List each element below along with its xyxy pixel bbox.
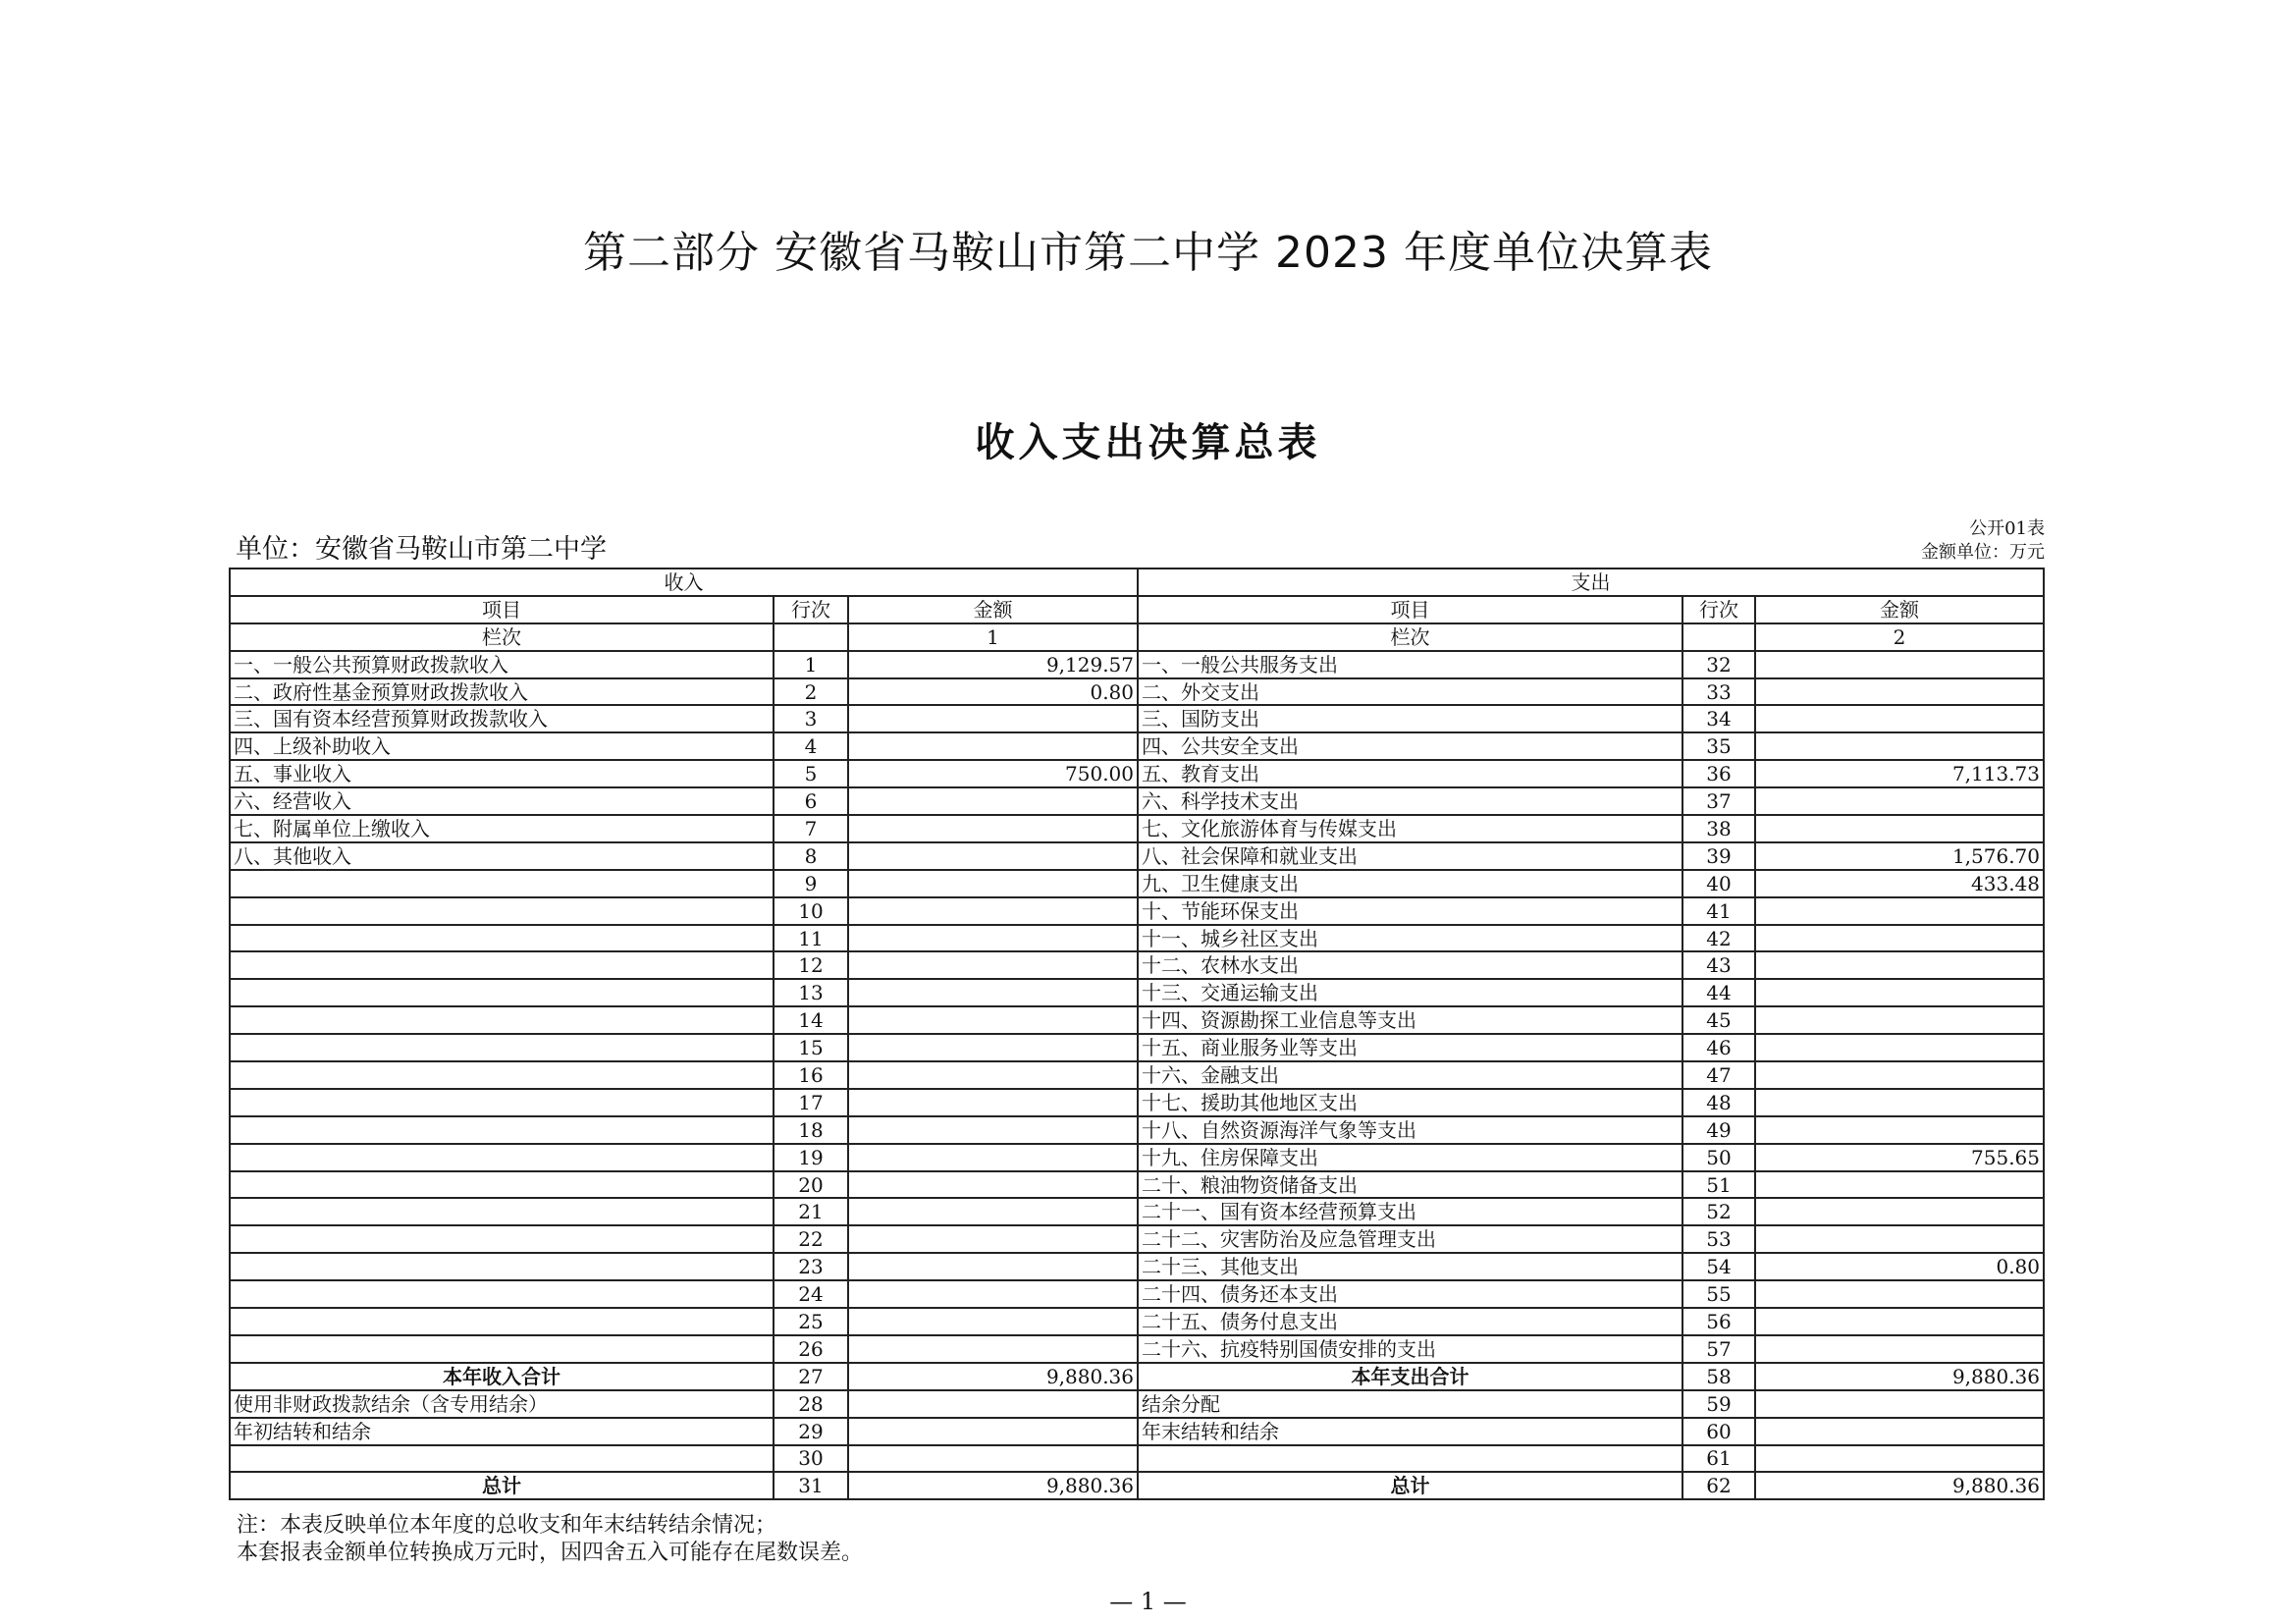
table-row: [230, 1390, 2044, 1418]
expense-amount-cell: 433.48: [1755, 870, 2044, 897]
income-amount-header: 金额: [848, 596, 1138, 623]
income-item-cell: 五、事业收入: [230, 760, 774, 787]
expense-item-cell: 结余分配: [1138, 1390, 1682, 1418]
income-amount-cell: [848, 787, 1138, 815]
table-row: [230, 1116, 2044, 1144]
column-header-row: [230, 596, 2044, 623]
expense-item-cell: 总计: [1138, 1472, 1682, 1499]
expense-item-cell: 七、文化旅游体育与传媒支出: [1138, 815, 1682, 842]
expense-item-cell: 二十三、其他支出: [1138, 1253, 1682, 1280]
expense-item-cell: 六、科学技术支出: [1138, 787, 1682, 815]
table-row: [230, 651, 2044, 678]
income-amount-cell: 9,129.57: [848, 651, 1138, 678]
income-amount-cell: [848, 1445, 1138, 1473]
expense-item-cell: 一、一般公共服务支出: [1138, 651, 1682, 678]
expense-item-cell: 三、国防支出: [1138, 705, 1682, 732]
income-item-cell: [230, 951, 774, 979]
income-line-cell: 9: [774, 870, 848, 897]
table-row: [230, 870, 2044, 897]
income-line-cell: 12: [774, 951, 848, 979]
table-row: [230, 1061, 2044, 1089]
expense-line-cell: 61: [1682, 1445, 1755, 1473]
income-line-cell: 23: [774, 1253, 848, 1280]
table-notes: [237, 1512, 863, 1567]
expense-amount-cell: [1755, 1034, 2044, 1061]
expense-line-cell: 48: [1682, 1089, 1755, 1116]
expense-item-cell: 十五、商业服务业等支出: [1138, 1034, 1682, 1061]
expense-item-cell: 本年支出合计: [1138, 1363, 1682, 1390]
income-item-header: 项目: [230, 596, 774, 623]
income-item-cell: [230, 1006, 774, 1034]
income-line-cell: 20: [774, 1171, 848, 1199]
income-line-cell: 18: [774, 1116, 848, 1144]
expense-item-cell: 十二、农林水支出: [1138, 951, 1682, 979]
income-amount-cell: 9,880.36: [848, 1472, 1138, 1499]
table-row: [230, 1225, 2044, 1253]
expense-line-cell: 42: [1682, 925, 1755, 952]
income-amount-cell: [848, 815, 1138, 842]
expense-index-label: 栏次: [1138, 623, 1682, 651]
income-line-cell: 30: [774, 1445, 848, 1473]
expense-line-cell: 52: [1682, 1198, 1755, 1225]
income-line-cell: 27: [774, 1363, 848, 1390]
income-item-cell: 年初结转和结余: [230, 1418, 774, 1445]
expense-amount-cell: [1755, 732, 2044, 760]
expense-amount-cell: 0.80: [1755, 1253, 2044, 1280]
table-row: [230, 705, 2044, 732]
income-line-cell: 10: [774, 897, 848, 925]
income-item-cell: [230, 1061, 774, 1089]
table-row: [230, 1171, 2044, 1199]
income-item-cell: [230, 1089, 774, 1116]
table-title: 收入支出决算总表: [975, 420, 1321, 465]
income-line-cell: 21: [774, 1198, 848, 1225]
table-row: [230, 1144, 2044, 1171]
income-amount-cell: [848, 951, 1138, 979]
expense-item-cell: 二十五、债务付息支出: [1138, 1308, 1682, 1335]
table-row: [230, 678, 2044, 706]
income-item-cell: 本年收入合计: [230, 1363, 774, 1390]
expense-amount-cell: 7,113.73: [1755, 760, 2044, 787]
expense-index-blank: [1682, 623, 1755, 651]
income-amount-cell: [848, 979, 1138, 1006]
expense-item-cell: 八、社会保障和就业支出: [1138, 842, 1682, 870]
income-amount-cell: [848, 1061, 1138, 1089]
income-amount-cell: [848, 1116, 1138, 1144]
income-amount-cell: [848, 1006, 1138, 1034]
expense-item-cell: [1138, 1445, 1682, 1473]
income-amount-cell: [848, 1253, 1138, 1280]
income-line-cell: 19: [774, 1144, 848, 1171]
expense-column-number: 2: [1755, 623, 2044, 651]
expense-item-cell: 十、节能环保支出: [1138, 897, 1682, 925]
expense-line-cell: 45: [1682, 1006, 1755, 1034]
income-item-cell: [230, 1253, 774, 1280]
expense-amount-cell: [1755, 1089, 2044, 1116]
expense-amount-cell: [1755, 1198, 2044, 1225]
expense-amount-cell: [1755, 1418, 2044, 1445]
expense-line-cell: 40: [1682, 870, 1755, 897]
expense-line-cell: 54: [1682, 1253, 1755, 1280]
income-line-cell: 5: [774, 760, 848, 787]
income-item-cell: 八、其他收入: [230, 842, 774, 870]
expense-item-cell: 年末结转和结余: [1138, 1418, 1682, 1445]
table-row: [230, 760, 2044, 787]
income-line-cell: 13: [774, 979, 848, 1006]
income-item-cell: [230, 1034, 774, 1061]
income-line-cell: 3: [774, 705, 848, 732]
expense-amount-cell: [1755, 651, 2044, 678]
table-row: [230, 1253, 2044, 1280]
expense-line-cell: 44: [1682, 979, 1755, 1006]
income-amount-cell: [848, 732, 1138, 760]
expense-line-cell: 36: [1682, 760, 1755, 787]
note-line: 本套报表金额单位转换成万元时，因四舍五入可能存在尾数误差。: [237, 1541, 864, 1565]
section-header-row: [230, 568, 2044, 596]
income-index-label: 栏次: [230, 623, 774, 651]
expense-amount-cell: [1755, 1006, 2044, 1034]
income-amount-cell: 750.00: [848, 760, 1138, 787]
income-line-cell: 24: [774, 1280, 848, 1308]
expense-line-cell: 34: [1682, 705, 1755, 732]
income-item-cell: 使用非财政拨款结余（含专用结余）: [230, 1390, 774, 1418]
table-row: [230, 815, 2044, 842]
income-item-cell: [230, 1225, 774, 1253]
expense-amount-cell: 9,880.36: [1755, 1472, 2044, 1499]
table-row: [230, 979, 2044, 1006]
expense-item-cell: 二十一、国有资本经营预算支出: [1138, 1198, 1682, 1225]
income-expense-table: [229, 568, 2045, 1500]
expense-amount-cell: [1755, 678, 2044, 706]
income-item-cell: [230, 1171, 774, 1199]
expense-item-cell: 二十六、抗疫特别国债安排的支出: [1138, 1335, 1682, 1363]
income-line-cell: 31: [774, 1472, 848, 1499]
expense-item-cell: 二十、粮油物资储备支出: [1138, 1171, 1682, 1199]
table-row: [230, 1445, 2044, 1473]
expense-amount-cell: [1755, 815, 2044, 842]
income-item-cell: [230, 1198, 774, 1225]
income-amount-cell: [848, 1280, 1138, 1308]
expense-amount-cell: [1755, 705, 2044, 732]
expense-item-cell: 十四、资源勘探工业信息等支出: [1138, 1006, 1682, 1034]
expense-amount-cell: [1755, 1308, 2044, 1335]
income-line-cell: 11: [774, 925, 848, 952]
expense-line-cell: 58: [1682, 1363, 1755, 1390]
expense-line-cell: 59: [1682, 1390, 1755, 1418]
page-number: — 1 —: [1109, 1588, 1187, 1615]
income-line-cell: 14: [774, 1006, 848, 1034]
expense-amount-cell: [1755, 1335, 2044, 1363]
table-row: [230, 1472, 2044, 1499]
expense-line-cell: 33: [1682, 678, 1755, 706]
income-line-cell: 2: [774, 678, 848, 706]
table-row: [230, 925, 2044, 952]
expense-amount-cell: [1755, 897, 2044, 925]
column-index-row: [230, 623, 2044, 651]
income-amount-cell: 0.80: [848, 678, 1138, 706]
table-row: [230, 1089, 2044, 1116]
expense-amount-cell: [1755, 1061, 2044, 1089]
table-row: [230, 732, 2044, 760]
income-item-cell: 二、政府性基金预算财政拨款收入: [230, 678, 774, 706]
expense-line-cell: 62: [1682, 1472, 1755, 1499]
expense-item-cell: 九、卫生健康支出: [1138, 870, 1682, 897]
table-row: [230, 1363, 2044, 1390]
note-line: 注：本表反映单位本年度的总收支和年末结转结余情况；: [237, 1513, 777, 1538]
expense-line-header: 行次: [1682, 596, 1755, 623]
income-amount-cell: [848, 897, 1138, 925]
income-amount-cell: [848, 1034, 1138, 1061]
expense-amount-cell: [1755, 1116, 2044, 1144]
expense-amount-cell: [1755, 951, 2044, 979]
income-item-cell: [230, 897, 774, 925]
expense-item-cell: 二、外交支出: [1138, 678, 1682, 706]
expense-amount-cell: [1755, 1171, 2044, 1199]
expense-amount-cell: [1755, 979, 2044, 1006]
income-column-number: 1: [848, 623, 1138, 651]
expense-item-cell: 十三、交通运输支出: [1138, 979, 1682, 1006]
income-amount-cell: [848, 1418, 1138, 1445]
expense-item-cell: 二十四、债务还本支出: [1138, 1280, 1682, 1308]
income-line-cell: 25: [774, 1308, 848, 1335]
expense-line-cell: 32: [1682, 651, 1755, 678]
expense-line-cell: 41: [1682, 897, 1755, 925]
expense-line-cell: 47: [1682, 1061, 1755, 1089]
income-line-cell: 17: [774, 1089, 848, 1116]
income-amount-cell: [848, 925, 1138, 952]
table-row: [230, 1280, 2044, 1308]
expense-amount-cell: [1755, 1280, 2044, 1308]
table-row: [230, 897, 2044, 925]
income-line-cell: 22: [774, 1225, 848, 1253]
expense-line-cell: 46: [1682, 1034, 1755, 1061]
form-number: 公开01表: [1969, 518, 2045, 539]
expense-item-header: 项目: [1138, 596, 1682, 623]
income-amount-cell: 9,880.36: [848, 1363, 1138, 1390]
income-item-cell: 四、上级补助收入: [230, 732, 774, 760]
income-item-cell: 三、国有资本经营预算财政拨款收入: [230, 705, 774, 732]
expense-line-cell: 56: [1682, 1308, 1755, 1335]
income-item-cell: [230, 979, 774, 1006]
expense-amount-cell: [1755, 1225, 2044, 1253]
table-row: [230, 842, 2044, 870]
table-row: [230, 1006, 2044, 1034]
income-item-cell: 总计: [230, 1472, 774, 1499]
income-amount-cell: [848, 1089, 1138, 1116]
expense-item-cell: 二十二、灾害防治及应急管理支出: [1138, 1225, 1682, 1253]
expense-amount-cell: [1755, 925, 2044, 952]
expense-amount-cell: [1755, 1390, 2044, 1418]
reporting-unit-label: 单位：安徽省马鞍山市第二中学: [236, 534, 607, 565]
expense-item-cell: 十六、金融支出: [1138, 1061, 1682, 1089]
table-row: [230, 1418, 2044, 1445]
income-line-cell: 26: [774, 1335, 848, 1363]
expense-line-cell: 39: [1682, 842, 1755, 870]
income-item-cell: [230, 925, 774, 952]
income-amount-cell: [848, 705, 1138, 732]
income-item-cell: 六、经营收入: [230, 787, 774, 815]
income-line-cell: 7: [774, 815, 848, 842]
expense-amount-cell: [1755, 787, 2044, 815]
expense-line-cell: 55: [1682, 1280, 1755, 1308]
income-item-cell: [230, 1144, 774, 1171]
page-title: 第二部分 安徽省马鞍山市第二中学 2023 年度单位决算表: [583, 228, 1713, 278]
expense-line-cell: 51: [1682, 1171, 1755, 1199]
income-amount-cell: [848, 1225, 1138, 1253]
expense-item-cell: 十八、自然资源海洋气象等支出: [1138, 1116, 1682, 1144]
income-item-cell: [230, 870, 774, 897]
income-amount-cell: [848, 1198, 1138, 1225]
expense-line-cell: 57: [1682, 1335, 1755, 1363]
table-row: [230, 1034, 2044, 1061]
income-item-cell: 七、附属单位上缴收入: [230, 815, 774, 842]
expense-item-cell: 十九、住房保障支出: [1138, 1144, 1682, 1171]
expense-line-cell: 43: [1682, 951, 1755, 979]
income-item-cell: [230, 1445, 774, 1473]
expense-item-cell: 五、教育支出: [1138, 760, 1682, 787]
table-row: [230, 787, 2044, 815]
table-row: [230, 1335, 2044, 1363]
income-section-header: 收入: [230, 568, 1138, 596]
income-line-cell: 8: [774, 842, 848, 870]
income-amount-cell: [848, 870, 1138, 897]
income-item-cell: [230, 1280, 774, 1308]
income-line-cell: 15: [774, 1034, 848, 1061]
table-row: [230, 1308, 2044, 1335]
expense-item-cell: 四、公共安全支出: [1138, 732, 1682, 760]
expense-line-cell: 38: [1682, 815, 1755, 842]
expense-item-cell: 十七、援助其他地区支出: [1138, 1089, 1682, 1116]
income-amount-cell: [848, 1144, 1138, 1171]
expense-line-cell: 53: [1682, 1225, 1755, 1253]
expense-amount-cell: 1,576.70: [1755, 842, 2044, 870]
income-line-cell: 29: [774, 1418, 848, 1445]
table-row: [230, 1198, 2044, 1225]
income-item-cell: [230, 1116, 774, 1144]
expense-amount-cell: 9,880.36: [1755, 1363, 2044, 1390]
expense-line-cell: 49: [1682, 1116, 1755, 1144]
expense-line-cell: 60: [1682, 1418, 1755, 1445]
income-line-cell: 16: [774, 1061, 848, 1089]
expense-amount-cell: 755.65: [1755, 1144, 2044, 1171]
income-amount-cell: [848, 842, 1138, 870]
income-line-cell: 4: [774, 732, 848, 760]
expense-line-cell: 50: [1682, 1144, 1755, 1171]
income-line-cell: 28: [774, 1390, 848, 1418]
expense-line-cell: 37: [1682, 787, 1755, 815]
income-line-cell: 6: [774, 787, 848, 815]
currency-unit-label: 金额单位：万元: [1921, 542, 2045, 563]
income-amount-cell: [848, 1335, 1138, 1363]
income-line-cell: 1: [774, 651, 848, 678]
expense-section-header: 支出: [1138, 568, 2044, 596]
expense-line-cell: 35: [1682, 732, 1755, 760]
expense-amount-header: 金额: [1755, 596, 2044, 623]
income-amount-cell: [848, 1308, 1138, 1335]
expense-amount-cell: [1755, 1445, 2044, 1473]
expense-item-cell: 十一、城乡社区支出: [1138, 925, 1682, 952]
income-amount-cell: [848, 1390, 1138, 1418]
income-item-cell: [230, 1335, 774, 1363]
income-index-blank: [774, 623, 848, 651]
income-amount-cell: [848, 1171, 1138, 1199]
table-row: [230, 951, 2044, 979]
income-line-header: 行次: [774, 596, 848, 623]
income-item-cell: [230, 1308, 774, 1335]
income-item-cell: 一、一般公共预算财政拨款收入: [230, 651, 774, 678]
